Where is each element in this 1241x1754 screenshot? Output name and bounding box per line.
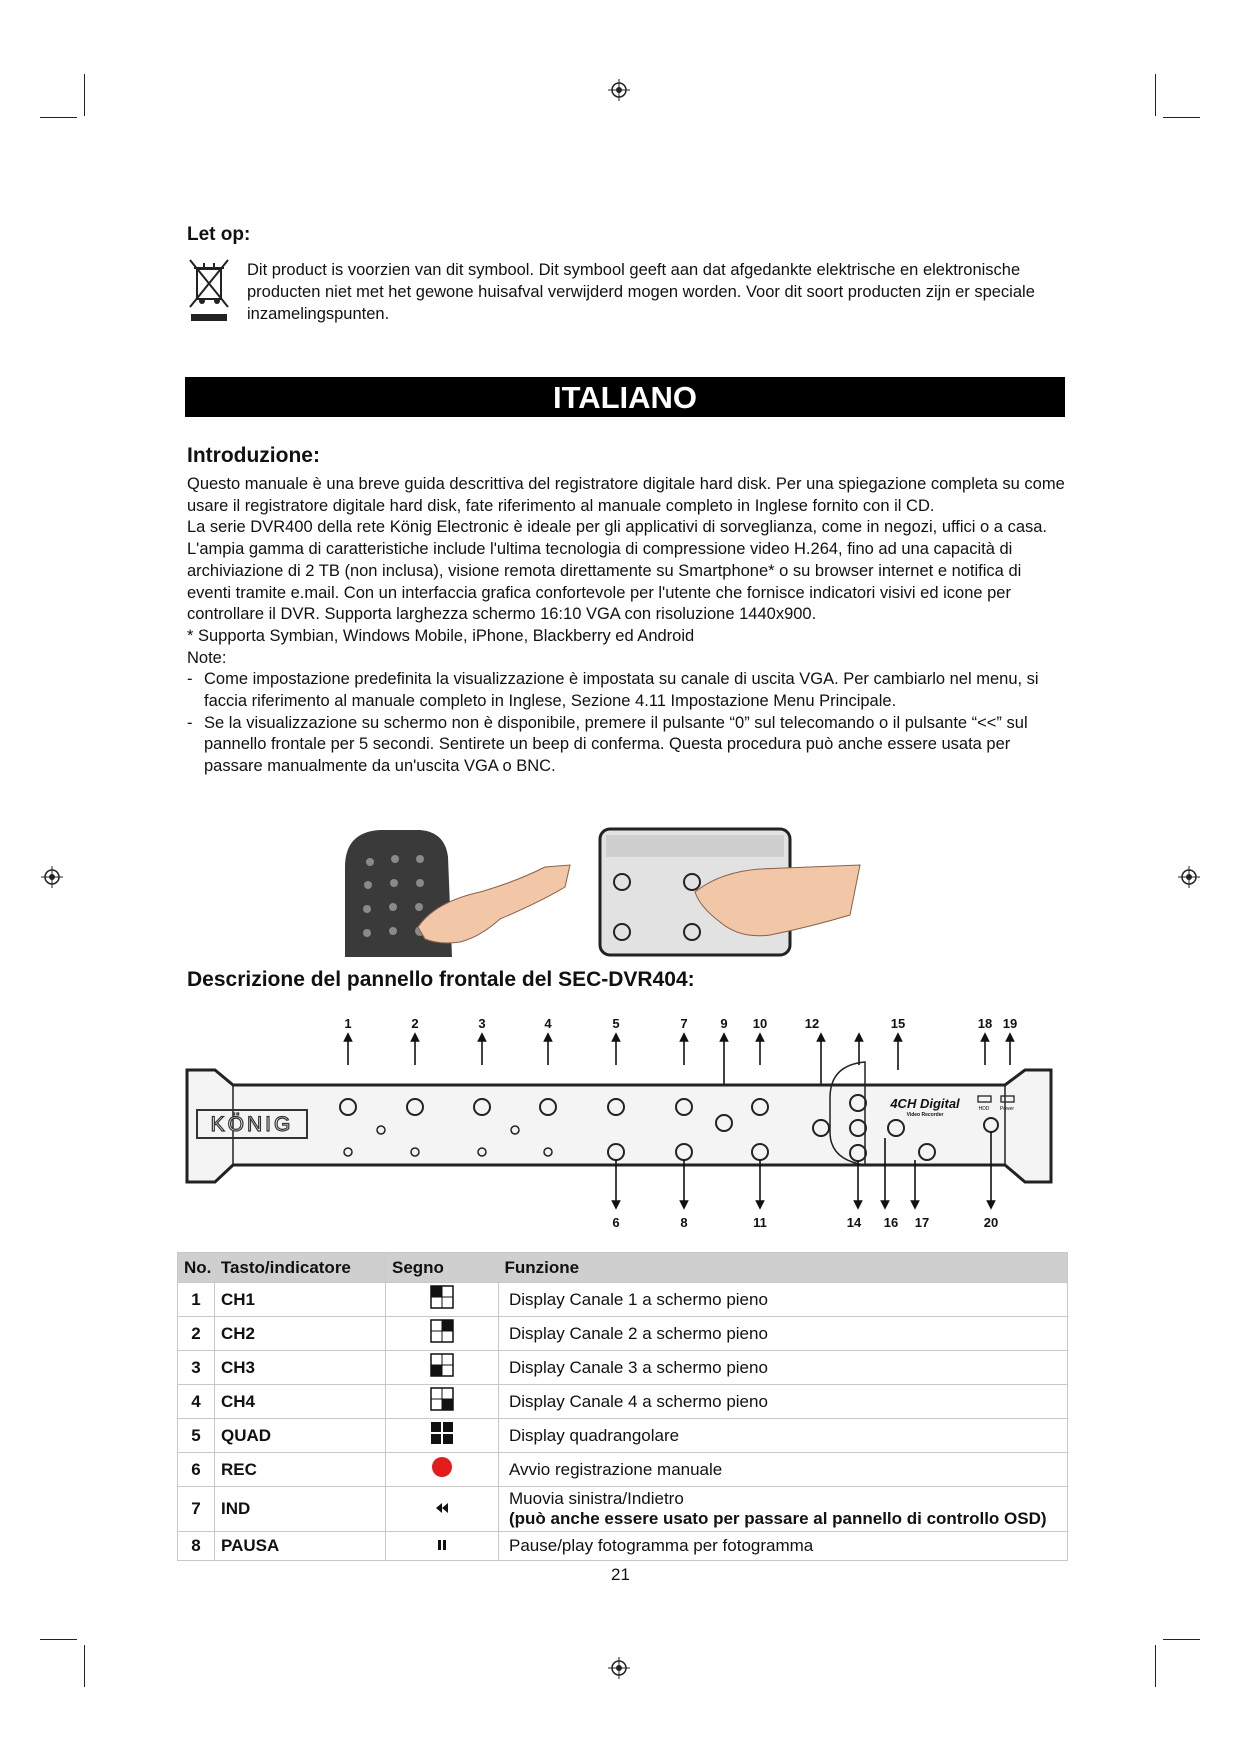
ch1-quadrant-icon bbox=[430, 1285, 454, 1309]
registration-mark-icon bbox=[608, 79, 630, 101]
table-header-cell: Funzione bbox=[499, 1253, 1068, 1283]
button-press-illustration bbox=[340, 827, 900, 957]
callout-label: 11 bbox=[753, 1215, 767, 1230]
callout-label: 10 bbox=[752, 1016, 768, 1031]
ch3-quadrant-icon bbox=[430, 1353, 454, 1377]
power-label: Power bbox=[999, 1106, 1015, 1112]
weee-crossed-bin-icon bbox=[187, 257, 231, 323]
callout-label: 1 bbox=[344, 1016, 352, 1031]
intro-paragraph: Questo manuale è una breve guida descrittiva del registratore digitale hard disk. Per una spiegazione completa su come usare il registratore digitale hard disk, fate riferimento al manuale completo in Inglese fornito con il CD. bbox=[187, 475, 1065, 515]
rewind-icon bbox=[435, 1502, 449, 1514]
callout-label: 18 bbox=[977, 1016, 993, 1031]
record-dot-icon bbox=[430, 1455, 454, 1479]
table-header-cell: No. Tasto/indicatore bbox=[178, 1253, 386, 1283]
callout-label: 15 bbox=[890, 1016, 906, 1031]
callout-label: 19 bbox=[1002, 1016, 1018, 1031]
introduction-heading: Introduzione: bbox=[187, 444, 320, 467]
callout-label: 2 bbox=[411, 1016, 419, 1031]
crop-mark bbox=[1163, 117, 1200, 118]
function-note: (può anche essere usato per passare al pannello di controllo OSD) bbox=[509, 1509, 1047, 1528]
intro-paragraph: La serie DVR400 della rete König Electronic è ideale per gli applicativi di sorveglianza, come in negozi, uffici o a casa. L'ampia gamma di caratteristiche include l'ultima tecnologia di compressione video H.264, fino ad una capacità di archiviazione di 2 TB (non inclusa), visione remota direttamente su Smartphone* o su browser internet e notifica di eventi tramite e.mail. Con un interfaccia grafica confortevole per l'utente che fornisce indicatori visivi ed icone per controllare il DVR. Supporta larghezza schermo 16:10 VGA con risoluzione 1440x900. bbox=[187, 518, 1048, 624]
button-function-table bbox=[177, 1252, 1068, 1561]
note-item: - Se la visualizzazione su schermo non è disponibile, premere il pulsante “0” sul telecomando o il pulsante “<<” sul pannello frontale per 5 secondi. Sentirete un beep di conferma. Questa procedura può anche essere usata per passare manualmente da un'uscita VGA o BNC. bbox=[187, 713, 1028, 776]
crop-mark bbox=[1163, 1639, 1200, 1640]
table-header-cell: Segno bbox=[386, 1253, 499, 1283]
introduction-body bbox=[187, 474, 1067, 778]
crop-mark bbox=[1155, 1645, 1156, 1687]
dvr-front-panel bbox=[187, 1070, 1051, 1182]
device-sublabel: Video Recorder bbox=[906, 1112, 944, 1118]
crop-mark bbox=[84, 1645, 85, 1687]
ch2-quadrant-icon bbox=[430, 1319, 454, 1343]
table-row: 2 CH2 Display Canale 2 a schermo pieno bbox=[178, 1317, 1068, 1351]
callout-label: 9 bbox=[720, 1016, 728, 1031]
table-row: 7 IND Muovia sinistra/Indietro (può anche essere usato per passare al pannello di controllo OSD) bbox=[178, 1487, 1068, 1532]
quad-grid-icon bbox=[430, 1421, 454, 1445]
callout-label: 6 bbox=[612, 1215, 620, 1230]
callout-label: 3 bbox=[478, 1016, 486, 1031]
table-row: 5 QUAD Display quadrangolare bbox=[178, 1419, 1068, 1453]
function-text: Muovia sinistra/Indietro bbox=[509, 1489, 684, 1508]
callout-label: 14 bbox=[846, 1215, 862, 1230]
callout-label: 17 bbox=[914, 1215, 930, 1230]
callout-label: 7 bbox=[680, 1016, 688, 1031]
callout-label: 4 bbox=[544, 1016, 552, 1031]
hdd-label: HDD bbox=[978, 1106, 990, 1112]
callout-label: 8 bbox=[680, 1215, 688, 1230]
note-item: - Come impostazione predefinita la visualizzazione è impostata su canale di uscita VGA. Per cambiarlo nel menu, si faccia riferimento al manuale completo in Inglese, Sezione 4.11 Impostazione Menu Principale. bbox=[187, 670, 1039, 711]
callout-label: 5 bbox=[612, 1016, 620, 1031]
table-header-row bbox=[178, 1253, 1068, 1283]
crop-mark bbox=[84, 74, 85, 116]
crop-mark bbox=[1155, 74, 1156, 116]
callout-label: 20 bbox=[983, 1215, 999, 1230]
registration-mark-icon bbox=[1178, 866, 1200, 888]
registration-mark-icon bbox=[608, 1657, 630, 1679]
table-row: 4 CH4 Display Canale 4 a schermo pieno bbox=[178, 1385, 1068, 1419]
table-row: 8 PAUSA Pause/play fotogramma per fotogramma bbox=[178, 1532, 1068, 1561]
intro-footnote: * Supporta Symbian, Windows Mobile, iPhone, Blackberry ed Android bbox=[187, 626, 695, 645]
language-banner: ITALIANO bbox=[185, 377, 1065, 417]
pause-icon bbox=[437, 1539, 447, 1551]
device-label: 4CH Digital bbox=[890, 1096, 960, 1111]
callout-label: 16 bbox=[883, 1215, 899, 1230]
table-row: 3 CH3 Display Canale 3 a schermo pieno bbox=[178, 1351, 1068, 1385]
front-panel-heading: Descrizione del pannello frontale del SEC-DVR404: bbox=[187, 968, 695, 991]
note-heading: Let op: bbox=[187, 224, 251, 245]
page-number: 21 bbox=[611, 1565, 630, 1584]
brand-logo: KÖNIG bbox=[210, 1113, 294, 1136]
front-panel-diagram bbox=[185, 1010, 1055, 1235]
crop-mark bbox=[40, 117, 77, 118]
table-row: 6 REC Avvio registrazione manuale bbox=[178, 1453, 1068, 1487]
notes-label: Note: bbox=[187, 648, 227, 667]
crop-mark bbox=[40, 1639, 77, 1640]
registration-mark-icon bbox=[41, 866, 63, 888]
callout-label: 12 bbox=[804, 1016, 820, 1031]
ch4-quadrant-icon bbox=[430, 1387, 454, 1411]
note-text: Dit product is voorzien van dit symbool. Dit symbool geeft aan dat afgedankte elektrische en elektronische producten niet met het gewone huisafval verwijderd mogen worden. Voor dit soort producten zijn er speciale inzamelingspunten. bbox=[247, 261, 1035, 323]
table-row: 1 CH1 Display Canale 1 a schermo pieno bbox=[178, 1283, 1068, 1317]
